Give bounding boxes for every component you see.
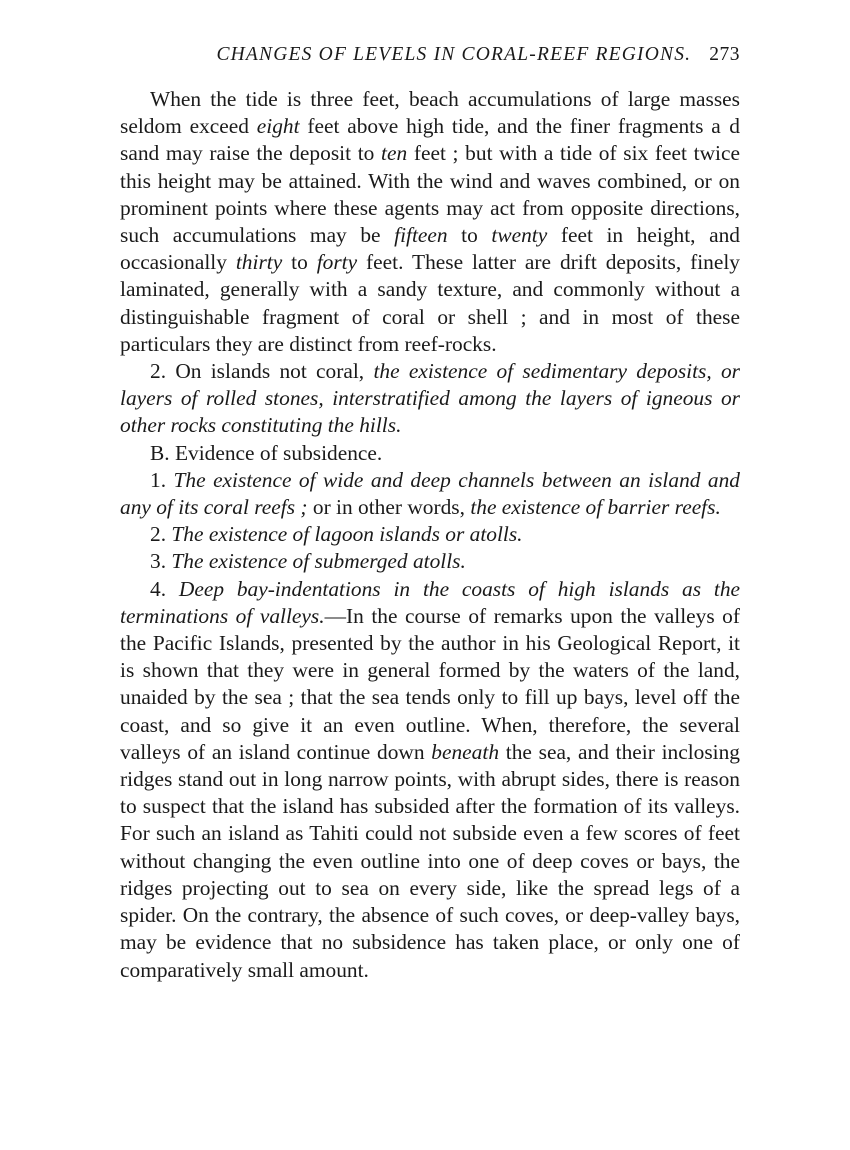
italic-run: forty <box>316 250 358 275</box>
text-run: feet. These latter are drift deposits, finely laminated, generally with a sandy texture, and commonly without a distinguishable fragment of coral or shell ; and in most of these particulars they are distinct from reef-rocks. <box>120 250 740 356</box>
body-text <box>120 86 740 984</box>
running-head-title: CHANGES OF LEVELS IN CORAL-REEF REGIONS. <box>216 44 692 65</box>
paragraph-subsidence-item-1 <box>120 467 740 521</box>
text-run: feet above high tide, and the finer fragments a d sand may raise the deposit to <box>120 114 740 166</box>
text-run: 2. On islands not coral, <box>150 359 374 384</box>
paragraph-beach-accumulations <box>120 86 740 358</box>
italic-run: The existence of wide and deep channels between an island and any of its coral reefs ; <box>120 467 741 520</box>
italic-run: twenty <box>491 223 548 248</box>
text-run: feet ; but with a tide of six feet twice this height may be attained. With the wind and waves combined, or on prominent points where these agents may act from opposite directions, such accumulations may be <box>120 141 740 248</box>
italic-run: The existence of submerged atolls. <box>171 549 466 574</box>
text-run: or in other words, <box>307 495 471 520</box>
paragraph-evidence-item-2 <box>120 358 740 440</box>
italic-run: ten <box>381 141 408 166</box>
italic-run: eight <box>256 114 300 139</box>
text-run: When the tide is three feet, beach accumulations of large masses seldom exceed <box>120 87 740 139</box>
italic-run: the existence of sedimentary deposits, or layers of rolled stones, interstratified among the layers of igneous or other rocks constituting the hills. <box>120 359 741 438</box>
paragraph-subsidence-item-4 <box>120 576 740 984</box>
page-number: 273 <box>709 44 740 65</box>
italic-run: fifteen <box>394 223 448 248</box>
text-run: B. Evidence of subsidence. <box>150 440 383 465</box>
text-run: 3. <box>150 549 172 574</box>
text-run: to <box>447 223 492 248</box>
italic-run: the existence of barrier reefs. <box>470 495 721 520</box>
text-run: 1. <box>150 467 174 492</box>
italic-run: Deep bay-indentations in the coasts of high islands as the terminations of valleys. <box>120 576 741 628</box>
italic-run: beneath <box>431 739 500 764</box>
italic-run: thirty <box>235 250 283 275</box>
paragraph-subsidence-item-2 <box>120 521 740 548</box>
text-run: the sea, and their inclosing ridges stand out in long narrow points, with abrupt sides, there is reason to suspect that the island has subsided after the formation of its valleys. For such an island as Tahiti could not subside even a few scores of feet without changing the even outline into one of deep coves or bays, the ridges projecting out to sea on every side, like the spread legs of a spider. On the contrary, the absence of such coves, or deep-valley bays, may be evidence that no subsidence has taken place, or only one of comparatively small amount. <box>120 739 740 982</box>
text-run: —In the course of remarks upon the valleys of the Pacific Islands, presented by the author in his Geological Report, it is shown that they were in general formed by the waters of the land, unaided by the sea ; that the sea tends only to fill up bays, level off the coast, and so give it an even outline. When, therefore, the several valleys of an island continue down <box>120 603 740 764</box>
italic-run: The existence of lagoon islands or atolls. <box>171 522 523 547</box>
text-run: 2. <box>150 522 172 547</box>
text-run: 4. <box>150 576 179 601</box>
text-run: feet in height, and occasionally <box>120 223 740 275</box>
text-run: to <box>282 250 317 275</box>
paragraph-subsidence-item-3 <box>120 548 740 575</box>
running-head <box>120 44 740 74</box>
section-heading-subsidence <box>120 440 740 467</box>
